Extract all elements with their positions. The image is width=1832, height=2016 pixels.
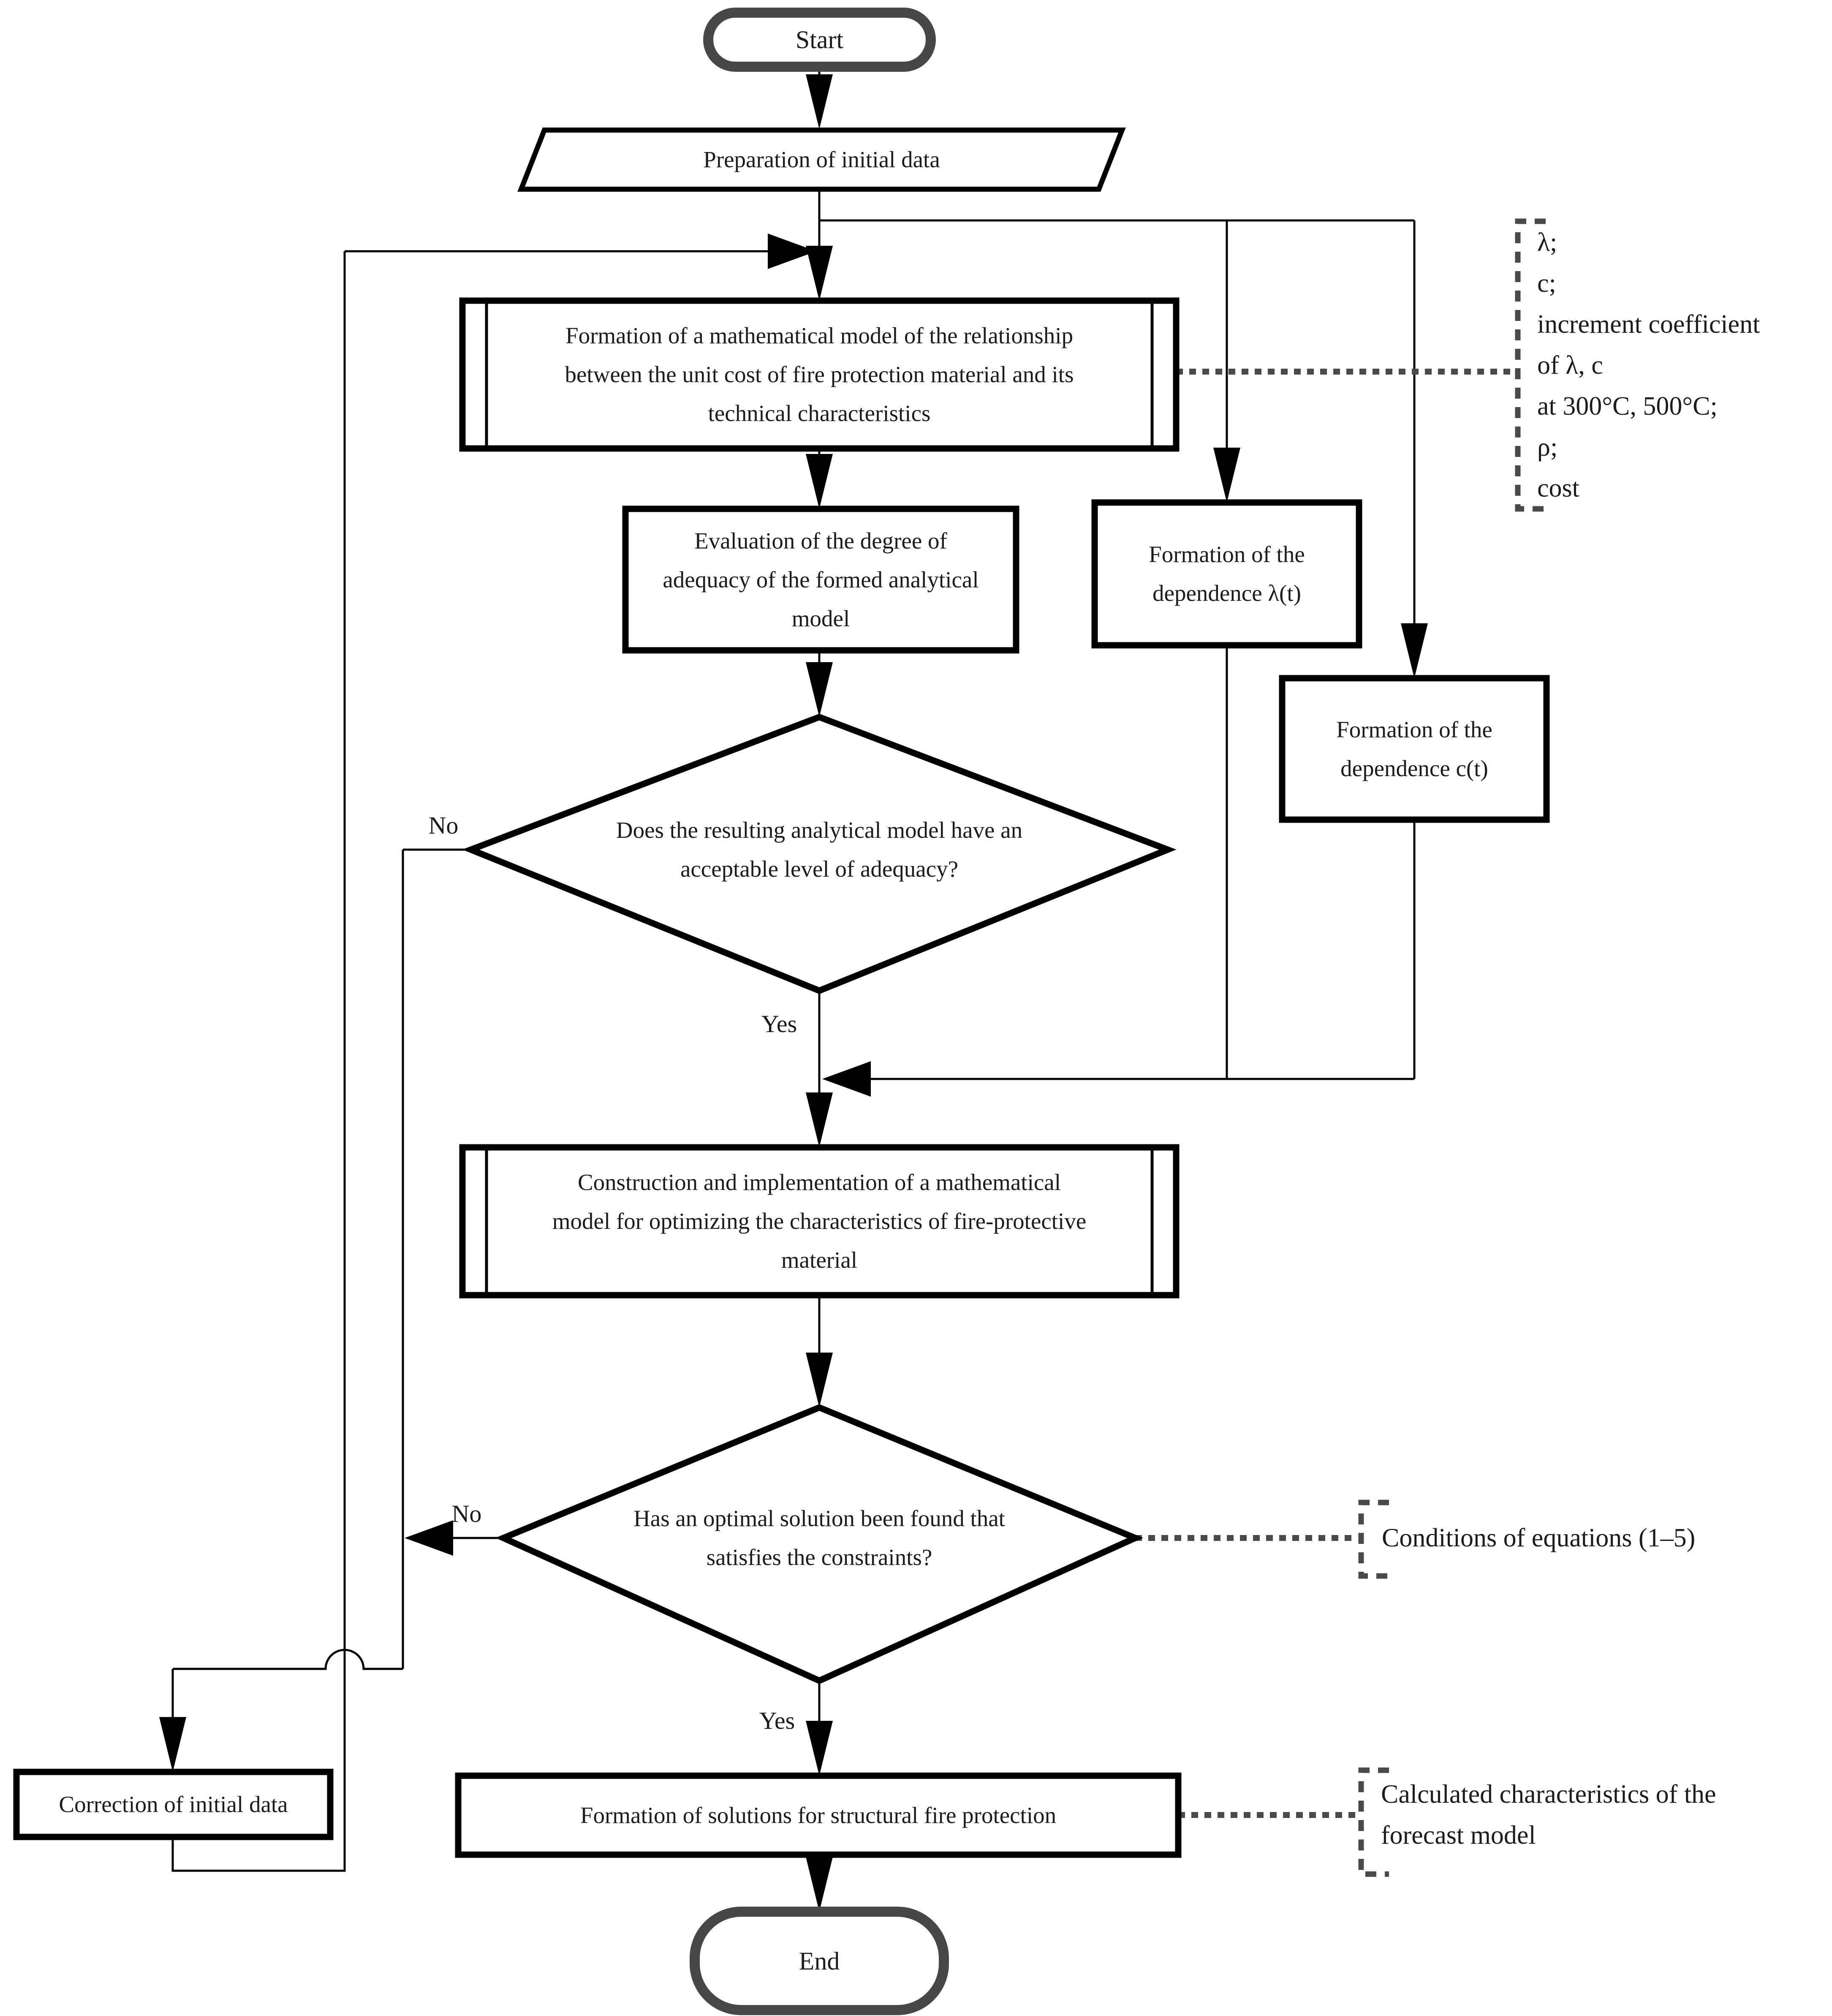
- arrow-into-eval: [806, 454, 833, 509]
- arrow-loopback-merge: [768, 234, 816, 269]
- edge-correction-loopback: [173, 251, 345, 1871]
- edge-no-horizontal-hop: [173, 1650, 403, 1669]
- material-parameters-annotation: λ; c; increment coefficient of λ, c at 300°C, 500°C; ρ; cost: [1537, 228, 1760, 503]
- model-formation-label: Formation of a mathematical model of the relationship between the unit cost of fire protection material and its technical characteristics: [565, 323, 1074, 426]
- conditions-annotation: Conditions of equations (1–5): [1382, 1523, 1696, 1552]
- decision2-yes-label: Yes: [759, 1707, 795, 1734]
- arrow-into-prep: [806, 74, 833, 129]
- decision2-no-label: No: [451, 1500, 482, 1527]
- arrow-merge-into-spine: [822, 1061, 871, 1097]
- decision1-yes-label: Yes: [761, 1010, 797, 1038]
- adequacy-decision-label: Does the resulting analytical model have an acceptable level of adequacy?: [616, 817, 1023, 882]
- optimization-model-label: Construction and implementation of a mathematical model for optimizing the characteristics of fire-protective material: [552, 1169, 1087, 1273]
- preparation-label: Preparation of initial data: [703, 147, 940, 172]
- start-label: Start: [795, 26, 844, 54]
- arrow-into-decision2: [806, 1353, 833, 1407]
- arrow-into-model: [806, 246, 833, 301]
- arrow-into-correction: [159, 1717, 186, 1772]
- arrow-into-lambda: [1213, 448, 1240, 503]
- lambda-dependence-label: Formation of the dependence λ(t): [1149, 541, 1305, 606]
- correction-label: Correction of initial data: [59, 1791, 288, 1817]
- arrow-into-optmodel: [806, 1092, 833, 1147]
- solutions-label: Formation of solutions for structural fire protection: [580, 1802, 1057, 1828]
- calculated-annotation: Calculated characteristics of the forecast model: [1381, 1780, 1716, 1850]
- adequacy-evaluation-label: Evaluation of the degree of adequacy of the formed analytical model: [663, 527, 979, 631]
- optimum-decision-label: Has an optimal solution been found that satisfies the constraints?: [633, 1505, 1005, 1570]
- end-label: End: [799, 1947, 840, 1975]
- decision1-no-label: No: [428, 812, 459, 839]
- arrow-into-decision1: [806, 662, 833, 717]
- c-dependence-label: Formation of the dependence c(t): [1336, 716, 1492, 781]
- arrow-into-c: [1401, 623, 1428, 678]
- arrow-into-end: [806, 1857, 833, 1912]
